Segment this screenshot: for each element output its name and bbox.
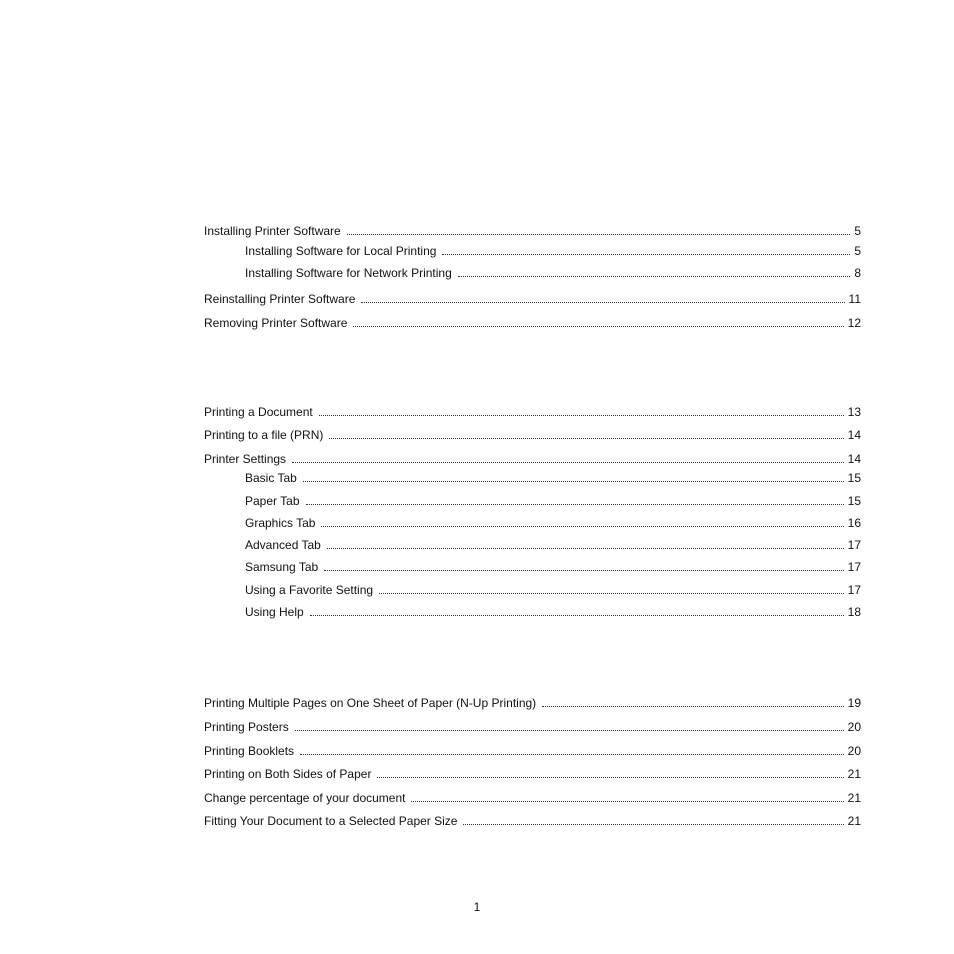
- toc-leader-dots: [411, 800, 843, 802]
- toc-entry: [204, 789, 861, 805]
- toc-entry: [245, 558, 861, 574]
- toc-entry-page: 19: [847, 696, 861, 710]
- toc-entry-page: 17: [847, 538, 861, 552]
- toc-entry-page: 16: [847, 516, 861, 530]
- toc-entry: [204, 812, 861, 828]
- toc-entry-page: 12: [847, 316, 861, 330]
- toc-leader-dots: [458, 275, 851, 277]
- toc-entry: [204, 426, 861, 442]
- toc-entry: [245, 264, 861, 280]
- toc-leader-dots: [324, 569, 843, 571]
- toc-entry-page: 17: [847, 583, 861, 597]
- toc-entry-title: Change percentage of your document: [204, 791, 406, 805]
- toc-entry: [245, 603, 861, 619]
- toc-entry-title: Printing on Both Sides of Paper: [204, 767, 372, 781]
- toc-entry: [204, 742, 861, 758]
- toc-entry-page: 14: [847, 428, 861, 442]
- toc-entry-page: 5: [854, 244, 861, 258]
- toc-entry: [245, 492, 861, 508]
- toc-leader-dots: [361, 301, 844, 303]
- toc-entry: [204, 718, 861, 734]
- toc-entry-page: 5: [854, 224, 861, 238]
- toc-entry-title: Reinstalling Printer Software: [204, 292, 356, 306]
- toc-entry-title: Advanced Tab: [245, 538, 321, 552]
- toc-leader-dots: [295, 729, 844, 731]
- toc-leader-dots: [542, 705, 843, 707]
- toc-entry: [245, 581, 861, 597]
- toc-leader-dots: [300, 753, 844, 755]
- toc-leader-dots: [442, 253, 850, 255]
- toc-entry-page: 14: [847, 452, 861, 466]
- toc-entry-title: Installing Software for Network Printing: [245, 266, 452, 280]
- toc-entry: [245, 514, 861, 530]
- toc-entry: [204, 694, 861, 710]
- toc-entry-title: Paper Tab: [245, 494, 300, 508]
- toc-entry-title: Printing Posters: [204, 720, 289, 734]
- toc-entry-title: Using a Favorite Setting: [245, 583, 374, 597]
- toc-entry-title: Basic Tab: [245, 471, 297, 485]
- toc-entry-title: Using Help: [245, 605, 304, 619]
- toc-entry-page: 21: [847, 814, 861, 828]
- toc-entry-title: Printing a Document: [204, 405, 313, 419]
- toc-leader-dots: [329, 437, 843, 439]
- toc-entry-title: Removing Printer Software: [204, 316, 348, 330]
- toc-entry-page: 8: [854, 266, 861, 280]
- toc-leader-dots: [347, 233, 851, 235]
- toc-entry: [204, 765, 861, 781]
- toc-leader-dots: [306, 503, 844, 505]
- toc-entry: [204, 222, 861, 238]
- toc-entry-page: 20: [847, 720, 861, 734]
- toc-entry-title: Samsung Tab: [245, 560, 319, 574]
- toc-entry: [204, 403, 861, 419]
- toc-entry: [245, 469, 861, 485]
- toc-leader-dots: [321, 525, 843, 527]
- toc-entry-page: 21: [847, 767, 861, 781]
- toc-entry: [245, 536, 861, 552]
- toc-leader-dots: [327, 547, 844, 549]
- toc-entry-title: Installing Software for Local Printing: [245, 244, 437, 258]
- toc-entry-page: 18: [847, 605, 861, 619]
- toc-entry-title: Printing Multiple Pages on One Sheet of Paper (N-Up Printing): [204, 696, 537, 710]
- toc-entry: [204, 450, 861, 466]
- toc-entry-title: Graphics Tab: [245, 516, 316, 530]
- toc-leader-dots: [353, 325, 843, 327]
- toc-entry: [245, 242, 861, 258]
- toc-entry-page: 21: [847, 791, 861, 805]
- toc-entry-title: Fitting Your Document to a Selected Paper Size: [204, 814, 458, 828]
- toc-entry-title: Printing Booklets: [204, 744, 295, 758]
- toc-entry-title: Printing to a file (PRN): [204, 428, 324, 442]
- page-number: 1: [473, 900, 481, 914]
- toc-leader-dots: [303, 480, 844, 482]
- toc-entry: [204, 290, 861, 306]
- toc-leader-dots: [310, 614, 844, 616]
- toc-entry-page: 17: [847, 560, 861, 574]
- toc-leader-dots: [379, 592, 844, 594]
- toc-entry: [204, 314, 861, 330]
- toc-entry-title: Printer Settings: [204, 452, 287, 466]
- toc-leader-dots: [463, 823, 843, 825]
- toc-leader-dots: [377, 776, 843, 778]
- toc-entry-page: 15: [847, 494, 861, 508]
- toc-entry-page: 13: [847, 405, 861, 419]
- toc-entry-page: 20: [847, 744, 861, 758]
- toc-entry-title: Installing Printer Software: [204, 224, 341, 238]
- toc-leader-dots: [292, 461, 844, 463]
- toc-entry-page: 11: [848, 292, 861, 306]
- toc-entry-page: 15: [847, 471, 861, 485]
- toc-leader-dots: [319, 414, 844, 416]
